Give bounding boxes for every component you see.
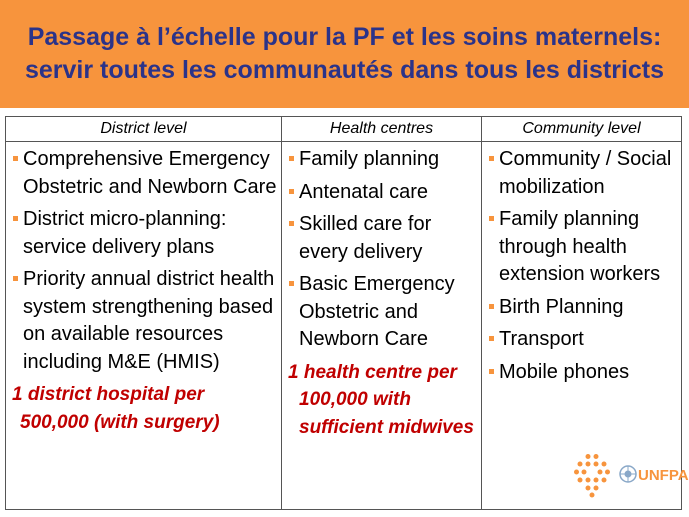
list-item: Family planning through health extension workers	[488, 206, 677, 289]
list-item: Community / Social mobilization	[488, 146, 677, 201]
column-header-community: Community level	[482, 117, 682, 142]
health-centres-list	[288, 146, 477, 354]
header-row	[6, 117, 682, 142]
slide-title: Passage à l’échelle pour la PF et les soins maternels: servir toutes les communautés dans tous les districts	[24, 23, 665, 84]
bullet-icon	[489, 304, 494, 309]
list-item: Family planning	[288, 146, 477, 174]
bullet-icon	[489, 369, 494, 374]
health-centres-column	[282, 142, 482, 510]
health-centres-highlight: 1 health centre per 100,000 with sufficient midwives	[288, 361, 474, 438]
list-item: Priority annual district health system strengthening based on available resources including M&E (HMIS)	[12, 266, 277, 376]
bullet-icon	[289, 189, 294, 194]
bullet-icon	[489, 336, 494, 341]
list-item: Comprehensive Emergency Obstetric and Newborn Care	[12, 146, 277, 201]
district-highlight: 1 district hospital per 500,000 (with surgery)	[12, 384, 220, 433]
unfpa-dots-icon	[574, 454, 610, 498]
levels-table	[5, 116, 682, 510]
list-item: Mobile phones	[488, 359, 677, 387]
unfpa-logo-text: UNFPA	[638, 467, 689, 484]
column-header-health-centres: Health centres	[282, 117, 482, 142]
list-item: Birth Planning	[488, 294, 677, 322]
bullet-icon	[489, 216, 494, 221]
district-column	[6, 142, 282, 510]
column-header-district: District level	[6, 117, 282, 142]
list-item: Antenatal care	[288, 179, 477, 207]
un-emblem-icon	[620, 466, 636, 482]
bullet-icon	[289, 221, 294, 226]
list-item: District micro-planning: service delivery plans	[12, 206, 277, 261]
bullet-icon	[13, 216, 18, 221]
bullet-icon	[13, 276, 18, 281]
list-item: Skilled care for every delivery	[288, 211, 477, 266]
bullet-icon	[289, 281, 294, 286]
unfpa-logo	[574, 454, 689, 498]
bullet-icon	[289, 156, 294, 161]
community-list	[488, 146, 677, 386]
list-item: Transport	[488, 326, 677, 354]
district-list	[12, 146, 277, 376]
title-banner	[0, 0, 689, 108]
bullet-icon	[13, 156, 18, 161]
bullet-icon	[489, 156, 494, 161]
list-item: Basic Emergency Obstetric and Newborn Care	[288, 271, 477, 354]
